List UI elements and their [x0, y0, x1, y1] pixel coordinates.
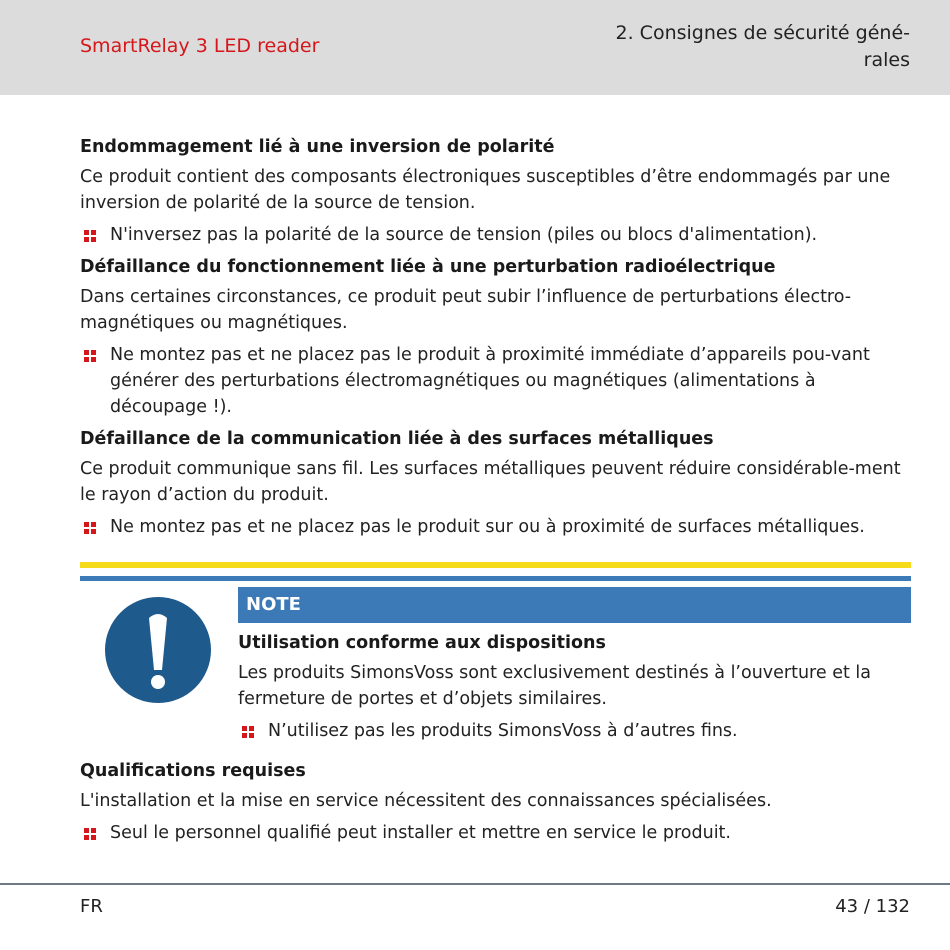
list-item-text: N'inversez pas la polarité de la source de tension (piles ou blocs d'alimentation).: [110, 225, 818, 245]
page-number: 43 / 132: [835, 896, 910, 917]
exclamation-mandatory-icon: [102, 594, 214, 706]
list-item-text: Seul le personnel qualifié peut installer et mettre en service le produit.: [110, 823, 731, 843]
list-item: [238, 718, 911, 744]
list-item: [80, 820, 912, 846]
product-name: SmartRelay 3 LED reader: [80, 35, 320, 57]
list-item-text: Ne montez pas et ne placez pas le produit sur ou à proximité de surfaces métalliques.: [110, 517, 865, 537]
main-content: [80, 132, 912, 544]
section-heading: Défaillance du fonctionnement liée à une perturbation radioélectrique: [80, 257, 776, 277]
bullet-icon: [84, 828, 96, 840]
bullet-icon: [242, 726, 254, 738]
list-item: [80, 514, 912, 540]
section-body: Dans certaines circonstances, ce produit peut subir l’influence de perturbations électro-magnétiques ou magnétiques.: [80, 287, 852, 333]
list-item: [80, 222, 912, 248]
section-heading: Qualifications requises: [80, 761, 306, 781]
list-item: [80, 342, 912, 420]
bullet-icon: [84, 522, 96, 534]
section-body: L'installation et la mise en service nécessitent des connaissances spécialisées.: [80, 791, 772, 811]
section-heading: Endommagement lié à une inversion de polarité: [80, 137, 555, 157]
qualifications-section: [80, 756, 912, 850]
note-heading: Utilisation conforme aux dispositions: [238, 633, 606, 653]
footer-divider: [0, 883, 950, 885]
footer-language: FR: [80, 896, 103, 917]
section-heading: Défaillance de la communication liée à des surfaces métalliques: [80, 429, 714, 449]
chapter-title: 2. Consignes de sécurité géné- rales: [615, 22, 910, 71]
note-label: NOTE: [238, 587, 911, 623]
section-body: Ce produit communique sans fil. Les surfaces métalliques peuvent réduire considérable-ment le rayon d’action du produit.: [80, 459, 901, 505]
note-body: [238, 628, 911, 748]
bullet-icon: [84, 230, 96, 242]
page-header: [0, 0, 950, 95]
note-divider-yellow: [80, 562, 911, 568]
list-item-text: Ne montez pas et ne placez pas le produit à proximité immédiate d’appareils pou-vant générer des perturbations électromagnétiques ou magnétiques (alimentations à découpage !).: [110, 345, 870, 417]
section-body: Ce produit contient des composants électroniques susceptibles d’être endommagés par une inversion de polarité de la source de tension.: [80, 167, 891, 213]
list-item-text: N’utilisez pas les produits SimonsVoss à d’autres fins.: [268, 721, 738, 741]
bullet-icon: [84, 350, 96, 362]
note-text: Les produits SimonsVoss sont exclusivement destinés à l’ouverture et la fermeture de portes et d’objets similaires.: [238, 663, 871, 709]
note-divider-blue: [80, 576, 911, 581]
